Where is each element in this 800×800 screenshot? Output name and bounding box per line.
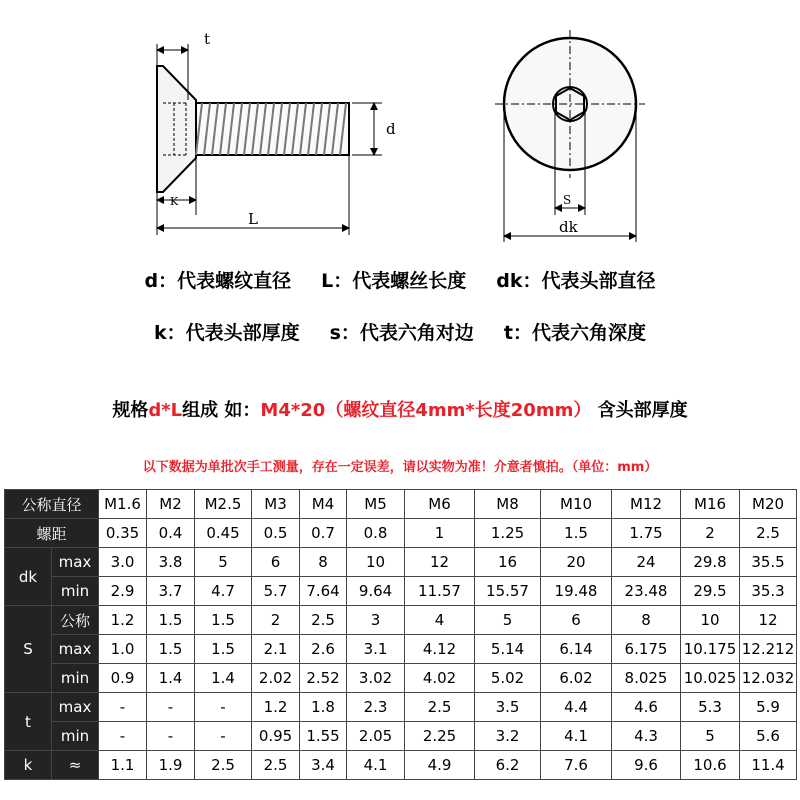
table-cell: 2.1 xyxy=(252,635,300,664)
table-cell: 0.7 xyxy=(300,519,347,548)
example-sample: M4*20（螺纹直径4mm*长度20mm） xyxy=(260,400,592,421)
table-cell: 6 xyxy=(252,548,300,577)
size-cell: M12 xyxy=(612,490,681,519)
measurement-notice: 以下数据为单批次手工测量，存在一定误差，请以实物为准！介意者慎拍。（单位：mm） xyxy=(142,460,658,475)
table-cell: 6.02 xyxy=(541,664,612,693)
table-cell: 2.3 xyxy=(347,693,405,722)
table-cell: 35.5 xyxy=(740,548,797,577)
table-cell: 4.7 xyxy=(195,577,252,606)
legend-line-1 xyxy=(0,266,800,293)
k-approx-label: ≈ xyxy=(52,751,99,780)
table-cell: 5 xyxy=(681,722,740,751)
pitch-label: 螺距 xyxy=(5,519,99,548)
example-mid: 组成 如： xyxy=(182,400,261,421)
table-cell: 8.025 xyxy=(612,664,681,693)
s-nom-label: 公称 xyxy=(52,606,99,635)
header-label: 公称直径 xyxy=(5,490,99,519)
s-min-label: min xyxy=(52,664,99,693)
top-view xyxy=(495,30,645,242)
size-cell: M8 xyxy=(475,490,541,519)
t-min-label: min xyxy=(52,722,99,751)
table-cell: 1.5 xyxy=(541,519,612,548)
dk-group-label: dk xyxy=(5,548,52,606)
size-cell: M4 xyxy=(300,490,347,519)
table-cell: 1.4 xyxy=(147,664,195,693)
size-cell: M6 xyxy=(405,490,475,519)
table-cell: 2.02 xyxy=(252,664,300,693)
table-cell: 3.4 xyxy=(300,751,347,780)
label-l: L xyxy=(248,210,258,228)
table-cell: 0.35 xyxy=(99,519,147,548)
table-cell: 5.7 xyxy=(252,577,300,606)
table-cell: 0.45 xyxy=(195,519,252,548)
table-cell: 1.25 xyxy=(475,519,541,548)
example-prefix: 规格 xyxy=(112,400,149,421)
size-cell: M5 xyxy=(347,490,405,519)
size-cell: M2 xyxy=(147,490,195,519)
table-cell: - xyxy=(147,722,195,751)
table-cell: 29.8 xyxy=(681,548,740,577)
table-cell: 10.025 xyxy=(681,664,740,693)
table-row xyxy=(5,722,797,751)
table-cell: 1.5 xyxy=(147,635,195,664)
legend-dk: dk：代表头部直径 xyxy=(496,270,656,292)
size-cell: M20 xyxy=(740,490,797,519)
table-cell: 1.1 xyxy=(99,751,147,780)
table-cell: - xyxy=(195,693,252,722)
table-row xyxy=(5,548,797,577)
table-row xyxy=(5,519,797,548)
table-cell: 2.5 xyxy=(740,519,797,548)
table-cell: 2.5 xyxy=(195,751,252,780)
table-cell: 15.57 xyxy=(475,577,541,606)
dk-min-label: min xyxy=(52,577,99,606)
table-cell: 3.0 xyxy=(99,548,147,577)
table-cell: 10.175 xyxy=(681,635,740,664)
table-cell: 9.64 xyxy=(347,577,405,606)
table-cell: 0.95 xyxy=(252,722,300,751)
table-cell: 20 xyxy=(541,548,612,577)
table-cell: 5.9 xyxy=(740,693,797,722)
table-cell: 3 xyxy=(347,606,405,635)
table-cell: 3.5 xyxy=(475,693,541,722)
table-cell: 1.75 xyxy=(612,519,681,548)
table-cell: 7.6 xyxy=(541,751,612,780)
table-cell: 10 xyxy=(681,606,740,635)
size-cell: M16 xyxy=(681,490,740,519)
label-k: K xyxy=(170,195,179,208)
table-cell: 4.02 xyxy=(405,664,475,693)
table-cell: 2.6 xyxy=(300,635,347,664)
label-dk: dk xyxy=(559,218,578,236)
table-cell: 8 xyxy=(300,548,347,577)
table-row xyxy=(5,751,797,780)
legend-d: d：代表螺纹直径 xyxy=(144,270,292,292)
table-row xyxy=(5,664,797,693)
table-cell: 11.57 xyxy=(405,577,475,606)
s-max-label: max xyxy=(52,635,99,664)
table-cell: 5.02 xyxy=(475,664,541,693)
table-cell: 3.7 xyxy=(147,577,195,606)
table-cell: 1.8 xyxy=(300,693,347,722)
table-cell: 2.5 xyxy=(300,606,347,635)
table-cell: 4.6 xyxy=(612,693,681,722)
table-cell: 2 xyxy=(681,519,740,548)
table-cell: 1.5 xyxy=(147,606,195,635)
table-cell: 1.0 xyxy=(99,635,147,664)
table-row xyxy=(5,577,797,606)
table-cell: 0.8 xyxy=(347,519,405,548)
table-cell: 2.05 xyxy=(347,722,405,751)
table-cell: 5.6 xyxy=(740,722,797,751)
dk-max-label: max xyxy=(52,548,99,577)
table-cell: 5.14 xyxy=(475,635,541,664)
label-t: t xyxy=(204,30,211,48)
label-s: S xyxy=(563,193,572,207)
table-cell: 3.2 xyxy=(475,722,541,751)
table-cell: 6.2 xyxy=(475,751,541,780)
table-cell: 2.25 xyxy=(405,722,475,751)
table-cell: 8 xyxy=(612,606,681,635)
size-cell: M3 xyxy=(252,490,300,519)
table-cell: 4.9 xyxy=(405,751,475,780)
table-cell: 6.14 xyxy=(541,635,612,664)
table-cell: 1.9 xyxy=(147,751,195,780)
table-cell: 10.6 xyxy=(681,751,740,780)
table-cell: 2 xyxy=(252,606,300,635)
table-cell: 6.175 xyxy=(612,635,681,664)
table-cell: 11.4 xyxy=(740,751,797,780)
legend-t: t：代表六角深度 xyxy=(503,322,647,344)
table-cell: - xyxy=(99,693,147,722)
table-cell: 4.1 xyxy=(347,751,405,780)
table-cell: 2.9 xyxy=(99,577,147,606)
k-group-label: k xyxy=(5,751,52,780)
table-cell: 23.48 xyxy=(612,577,681,606)
table-cell: 35.3 xyxy=(740,577,797,606)
table-cell: 1.2 xyxy=(99,606,147,635)
table-cell: 2.5 xyxy=(405,693,475,722)
table-cell: 24 xyxy=(612,548,681,577)
table-cell: 4.4 xyxy=(541,693,612,722)
table-cell: 1.2 xyxy=(252,693,300,722)
table-cell: 7.64 xyxy=(300,577,347,606)
table-row xyxy=(5,606,797,635)
table-cell: 2.52 xyxy=(300,664,347,693)
table-row xyxy=(5,635,797,664)
table-cell: 12 xyxy=(405,548,475,577)
table-cell: 1.5 xyxy=(195,606,252,635)
table-cell: 1.5 xyxy=(195,635,252,664)
table-cell: - xyxy=(99,722,147,751)
table-cell: 9.6 xyxy=(612,751,681,780)
table-cell: 5.3 xyxy=(681,693,740,722)
table-cell: 10 xyxy=(347,548,405,577)
size-cell: M10 xyxy=(541,490,612,519)
legend-line-2 xyxy=(0,318,800,345)
table-cell: 3.1 xyxy=(347,635,405,664)
spec-table xyxy=(4,489,797,780)
table-cell: 2.5 xyxy=(252,751,300,780)
table-cell: 0.5 xyxy=(252,519,300,548)
table-cell: 0.4 xyxy=(147,519,195,548)
table-cell: 3.8 xyxy=(147,548,195,577)
table-cell: 4.1 xyxy=(541,722,612,751)
table-cell: 5 xyxy=(475,606,541,635)
table-cell: 12.032 xyxy=(740,664,797,693)
screw-technical-drawing xyxy=(0,0,800,250)
table-cell: 12 xyxy=(740,606,797,635)
legend-k: k：代表头部厚度 xyxy=(153,322,300,344)
table-cell: 29.5 xyxy=(681,577,740,606)
table-cell: 4 xyxy=(405,606,475,635)
table-cell: 0.9 xyxy=(99,664,147,693)
table-row xyxy=(5,490,797,519)
t-group-label: t xyxy=(5,693,52,751)
table-row xyxy=(5,693,797,722)
table-cell: 19.48 xyxy=(541,577,612,606)
label-d: d xyxy=(386,120,396,138)
table-cell: 5 xyxy=(195,548,252,577)
legend-s: s：代表六角对边 xyxy=(329,322,474,344)
size-cell: M2.5 xyxy=(195,490,252,519)
t-max-label: max xyxy=(52,693,99,722)
table-cell: - xyxy=(147,693,195,722)
example-formula: d*L xyxy=(148,400,183,421)
example-suffix: 含头部厚度 xyxy=(597,400,688,421)
table-cell: 4.12 xyxy=(405,635,475,664)
table-cell: 3.02 xyxy=(347,664,405,693)
table-cell: 1.55 xyxy=(300,722,347,751)
table-cell: - xyxy=(195,722,252,751)
table-cell: 1.4 xyxy=(195,664,252,693)
legend-l: L：代表螺丝长度 xyxy=(321,270,467,292)
spec-example xyxy=(0,396,800,422)
table-cell: 16 xyxy=(475,548,541,577)
table-cell: 4.3 xyxy=(612,722,681,751)
table-cell: 1 xyxy=(405,519,475,548)
s-group-label: S xyxy=(5,606,52,693)
size-cell: M1.6 xyxy=(99,490,147,519)
table-cell: 12.212 xyxy=(740,635,797,664)
table-cell: 6 xyxy=(541,606,612,635)
side-view xyxy=(157,44,382,235)
